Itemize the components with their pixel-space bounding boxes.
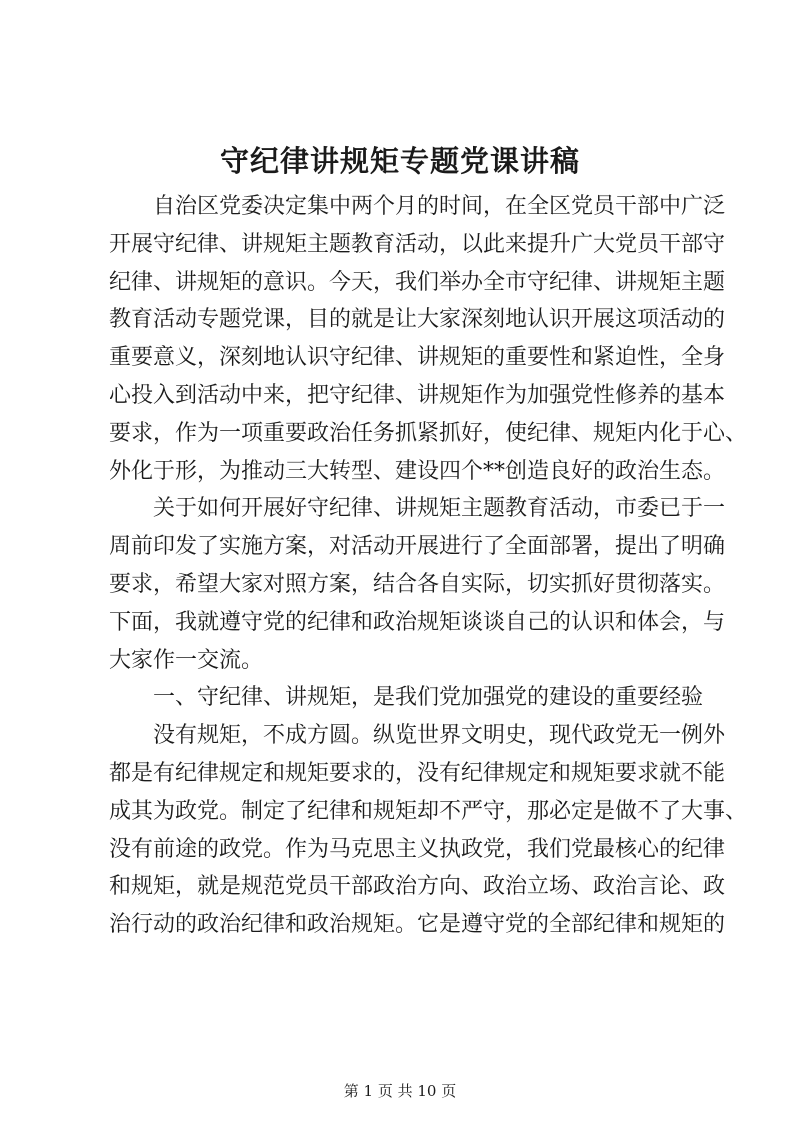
document-body [109, 188, 748, 944]
paragraph-line: 和规矩，就是规范党员干部政治方向、政治立场、政治言论、政 [109, 874, 726, 900]
paragraph-line: 纪律、讲规矩的意识。今天，我们举办全市守纪律、讲规矩主题 [109, 269, 726, 295]
paragraph-line: 下面，我就遵守党的纪律和政治规矩谈谈自己的认识和体会，与 [109, 609, 726, 635]
paragraph-line: 心投入到活动中来，把守纪律、讲规矩作为加强党性修养的基本 [109, 382, 726, 408]
paragraph-line: 成其为政党。制定了纪律和规矩却不严守，那必定是做不了大事、 [109, 798, 748, 824]
paragraph-line: 周前印发了实施方案，对活动开展进行了全面部署，提出了明确 [109, 534, 726, 560]
paragraph-line: 要求，希望大家对照方案，结合各自实际，切实抓好贯彻落实。 [109, 571, 726, 597]
paragraph-line: 没有规矩，不成方圆。纵览世界文明史，现代政党无一例外 [153, 723, 726, 749]
page-number-footer: 第 1 页 共 10 页 [343, 1082, 457, 1100]
document-title: 守纪律讲规矩专题党课讲稿 [219, 144, 580, 178]
paragraph-line: 治行动的政治纪律和政治规矩。它是遵守党的全部纪律和规矩的 [109, 912, 726, 938]
paragraph-line: 关于如何开展好守纪律、讲规矩主题教育活动，市委已于一 [153, 496, 726, 522]
paragraph-line: 开展守纪律、讲规矩主题教育活动，以此来提升广大党员干部守 [109, 231, 726, 257]
section-heading: 一、守纪律、讲规矩，是我们党加强党的建设的重要经验 [153, 685, 704, 711]
paragraph-line: 重要意义，深刻地认识守纪律、讲规矩的重要性和紧迫性，全身 [109, 345, 726, 371]
paragraph-line: 都是有纪律规定和规矩要求的，没有纪律规定和规矩要求就不能 [109, 760, 726, 786]
paragraph-line: 教育活动专题党课，目的就是让大家深刻地认识开展这项活动的 [109, 307, 726, 333]
paragraph-line: 外化于形，为推动三大转型、建设四个**创造良好的政治生态。 [109, 458, 726, 484]
paragraph-line: 自治区党委决定集中两个月的时间，在全区党员干部中广泛 [153, 194, 726, 219]
paragraph-line: 大家作一交流。 [109, 647, 264, 673]
paragraph-line: 没有前途的政党。作为马克思主义执政党，我们党最核心的纪律 [109, 836, 726, 862]
paragraph-line: 要求，作为一项重要政治任务抓紧抓好，使纪律、规矩内化于心、 [109, 420, 748, 446]
